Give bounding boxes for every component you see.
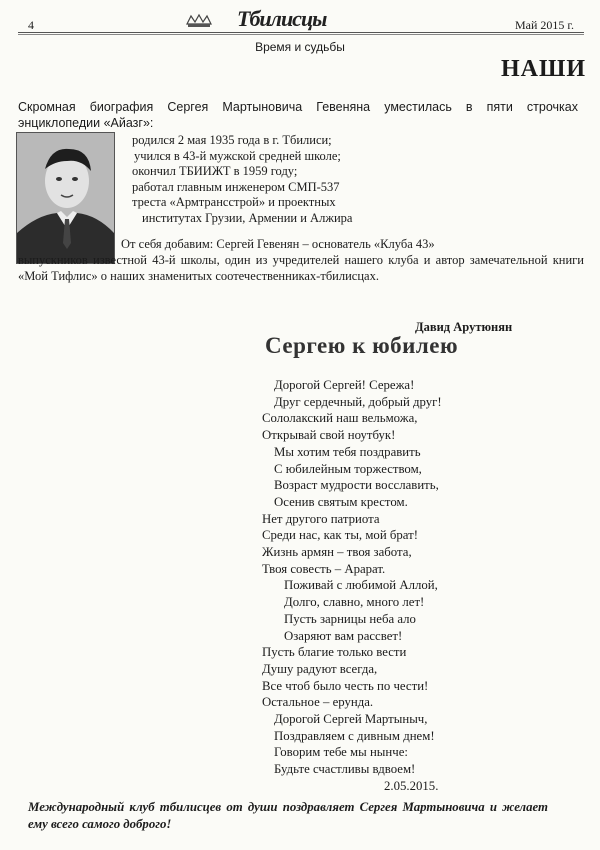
poem-line: Осенив святым крестом. [274,494,408,509]
page-number: 4 [28,18,34,32]
newspaper-title: Тбилисцы [237,6,327,31]
poem-line: Нет другого патриота [262,511,380,526]
poem-line: Возраст мудрости восславить, [274,478,439,493]
article-addition-body: выпускников известной 43-й школы, один из учредителей нашего клуба и автор замечательной книги «Мой Тифлис» о наших знаменитых соотечественниках-тбилисцах. [18,253,584,283]
poem-line: Поживай с любимой Аллой, [284,578,438,593]
bio-line: институтах Грузии, Армении и Алжира [142,210,353,225]
poem-line: С юбилейным торжеством, [274,461,422,476]
header-divider-secondary [18,34,584,35]
poem-line: Жизнь армян – твоя забота, [262,545,412,560]
poem-line: Пусть благие только вести [262,645,407,660]
poem-line: Поздравляем с дивным днем! [274,728,435,743]
poem-line: Мы хотим тебя поздравить [274,444,421,459]
poem-line: Будьте счастливы вдвоем! [274,762,416,777]
poem-line: Среди нас, как ты, мой брат! [262,528,418,543]
poem-line: Дорогой Сергей Мартыныч, [274,712,428,727]
poem-line: Долго, славно, много лет! [284,595,425,610]
corner-heading: НАШИ [500,56,586,82]
issue-date: Май 2015 г. [515,18,574,32]
poem-line: Озаряют вам рассвет! [284,628,403,643]
poem-line: Душу радуют всегда, [262,661,378,676]
poem-line: Сололакский наш вельможа, [262,411,418,426]
article-addition-lead: От себя добавим: Сергей Гевенян – основатель «Клуба 43» [121,237,435,251]
portrait-photo [16,132,115,264]
article-intro: Скромная биография Сергея Мартыновича Гевеняна уместилась в пяти строчках энциклопедии «Айазг»: [18,100,578,130]
poem-line: Все чтоб было честь по чести! [262,678,429,693]
poem-line: Пусть зарницы неба ало [284,611,416,626]
section-title: Время и судьбы [255,40,345,54]
logo-emblem-icon [187,15,211,27]
bio-line: окончил ТБИИЖТ в 1959 году; [132,164,298,179]
closing-greeting: Международный клуб тбилисцев от души поздравляет Сергея Мартыновича и желает ему всего самого доброго! [28,800,548,831]
poem-line: Говорим тебе мы нынче: [274,745,408,760]
header-divider [18,32,584,33]
poem-line: Друг сердечный, добрый друг! [274,394,442,409]
poem-date: 2.05.2015. [384,779,439,793]
poem-line: Твоя совесть – Арарат. [262,561,386,576]
bio-line: родился 2 мая 1935 года в г. Тбилиси; [132,133,332,147]
poem-title: Сергею к юбилею [265,333,459,358]
biography-list [132,133,422,227]
poem-author: Давид Арутюнян [415,320,513,334]
bio-line: треста «Армтрансстрой» и проектных [132,195,336,210]
poem-line: Остальное – ерунда. [262,695,374,710]
poem-line: Открывай свой ноутбук! [262,428,396,443]
bio-line: работал главным инженером СМП-537 [132,179,340,194]
bio-line: учился в 43-й мужской средней школе; [134,148,341,163]
poem-body [262,377,522,778]
poem-line: Дорогой Сергей! Сережа! [274,378,415,392]
